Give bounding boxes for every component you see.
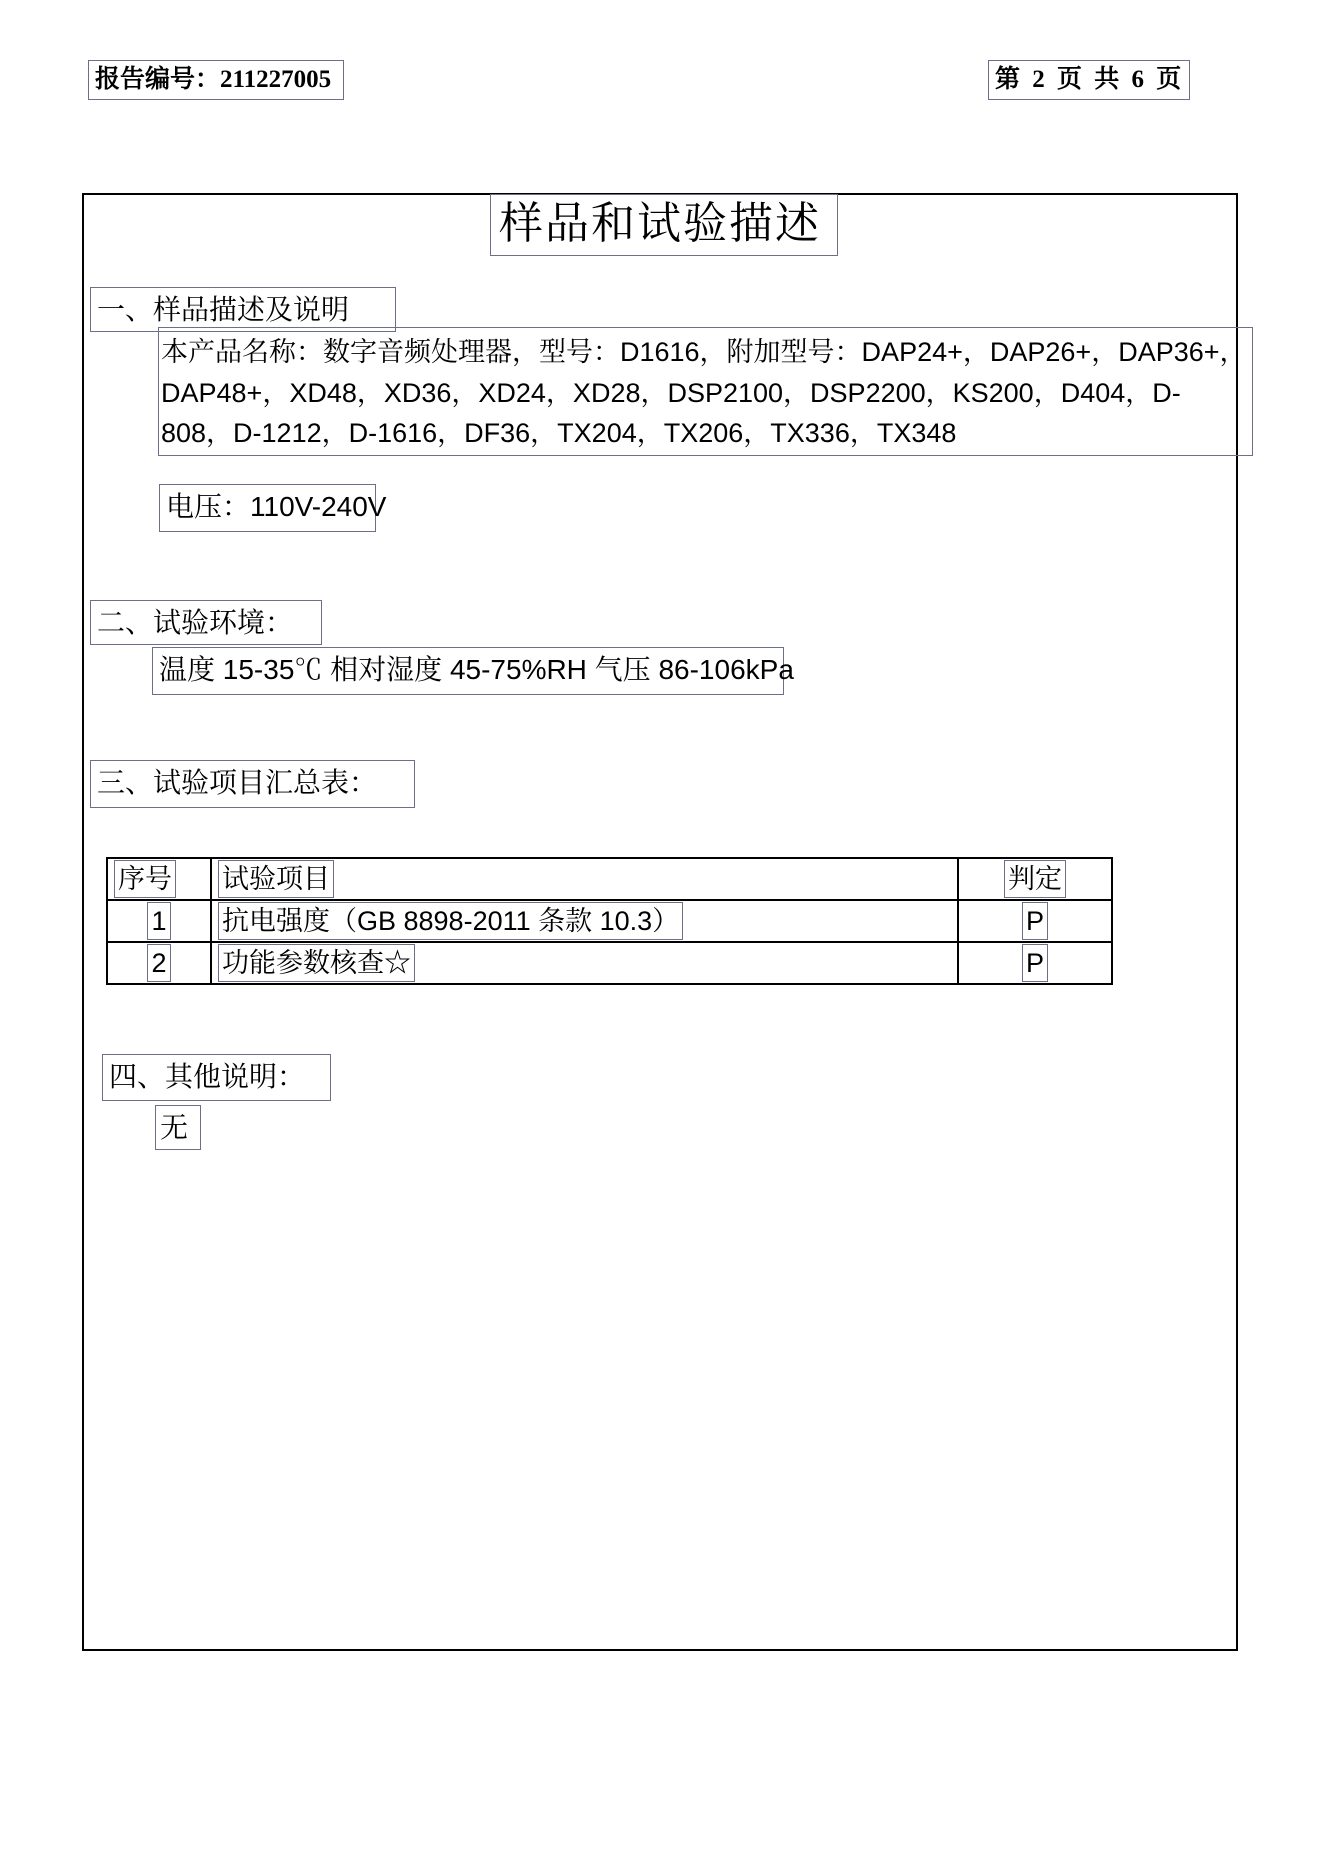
page-title: 样品和试验描述 (490, 194, 838, 256)
report-number: 报告编号：211227005 (88, 60, 344, 100)
row-result: P (1022, 902, 1048, 940)
other-notes: 无 (155, 1105, 201, 1150)
section4-heading: 四、其他说明： (102, 1054, 331, 1101)
column-header-no: 序号 (114, 860, 176, 898)
product-description: 本产品名称：数字音频处理器，型号：D1616，附加型号：DAP24+，DAP26+，DAP36+，DAP48+，XD48，XD36，XD24，XD28，DSP2100，DSP2200，KS200，D404，D-808，D-1212，D-1616，DF36，TX204，TX206，TX336，TX348 (158, 327, 1253, 456)
section1-heading: 一、样品描述及说明 (90, 287, 396, 332)
column-header-item: 试验项目 (218, 860, 334, 898)
page-info: 第 2 页 共 6 页 (988, 60, 1190, 100)
row-result: P (1022, 944, 1048, 982)
table-header-row (107, 858, 1112, 900)
column-header-result: 判定 (1004, 860, 1066, 898)
row-no: 2 (147, 944, 170, 982)
table-row (107, 942, 1112, 984)
table-row (107, 900, 1112, 942)
voltage: 电压：110V-240V (159, 484, 376, 532)
test-environment: 温度 15-35℃ 相对湿度 45-75%RH 气压 86-106kPa (152, 647, 784, 695)
row-item: 抗电强度（GB 8898-2011 条款 10.3） (218, 902, 683, 940)
section3-heading: 三、试验项目汇总表： (90, 760, 415, 808)
row-no: 1 (147, 902, 170, 940)
test-summary-table (106, 857, 1113, 985)
row-item: 功能参数核查☆ (218, 944, 415, 982)
section2-heading: 二、试验环境： (90, 600, 322, 645)
